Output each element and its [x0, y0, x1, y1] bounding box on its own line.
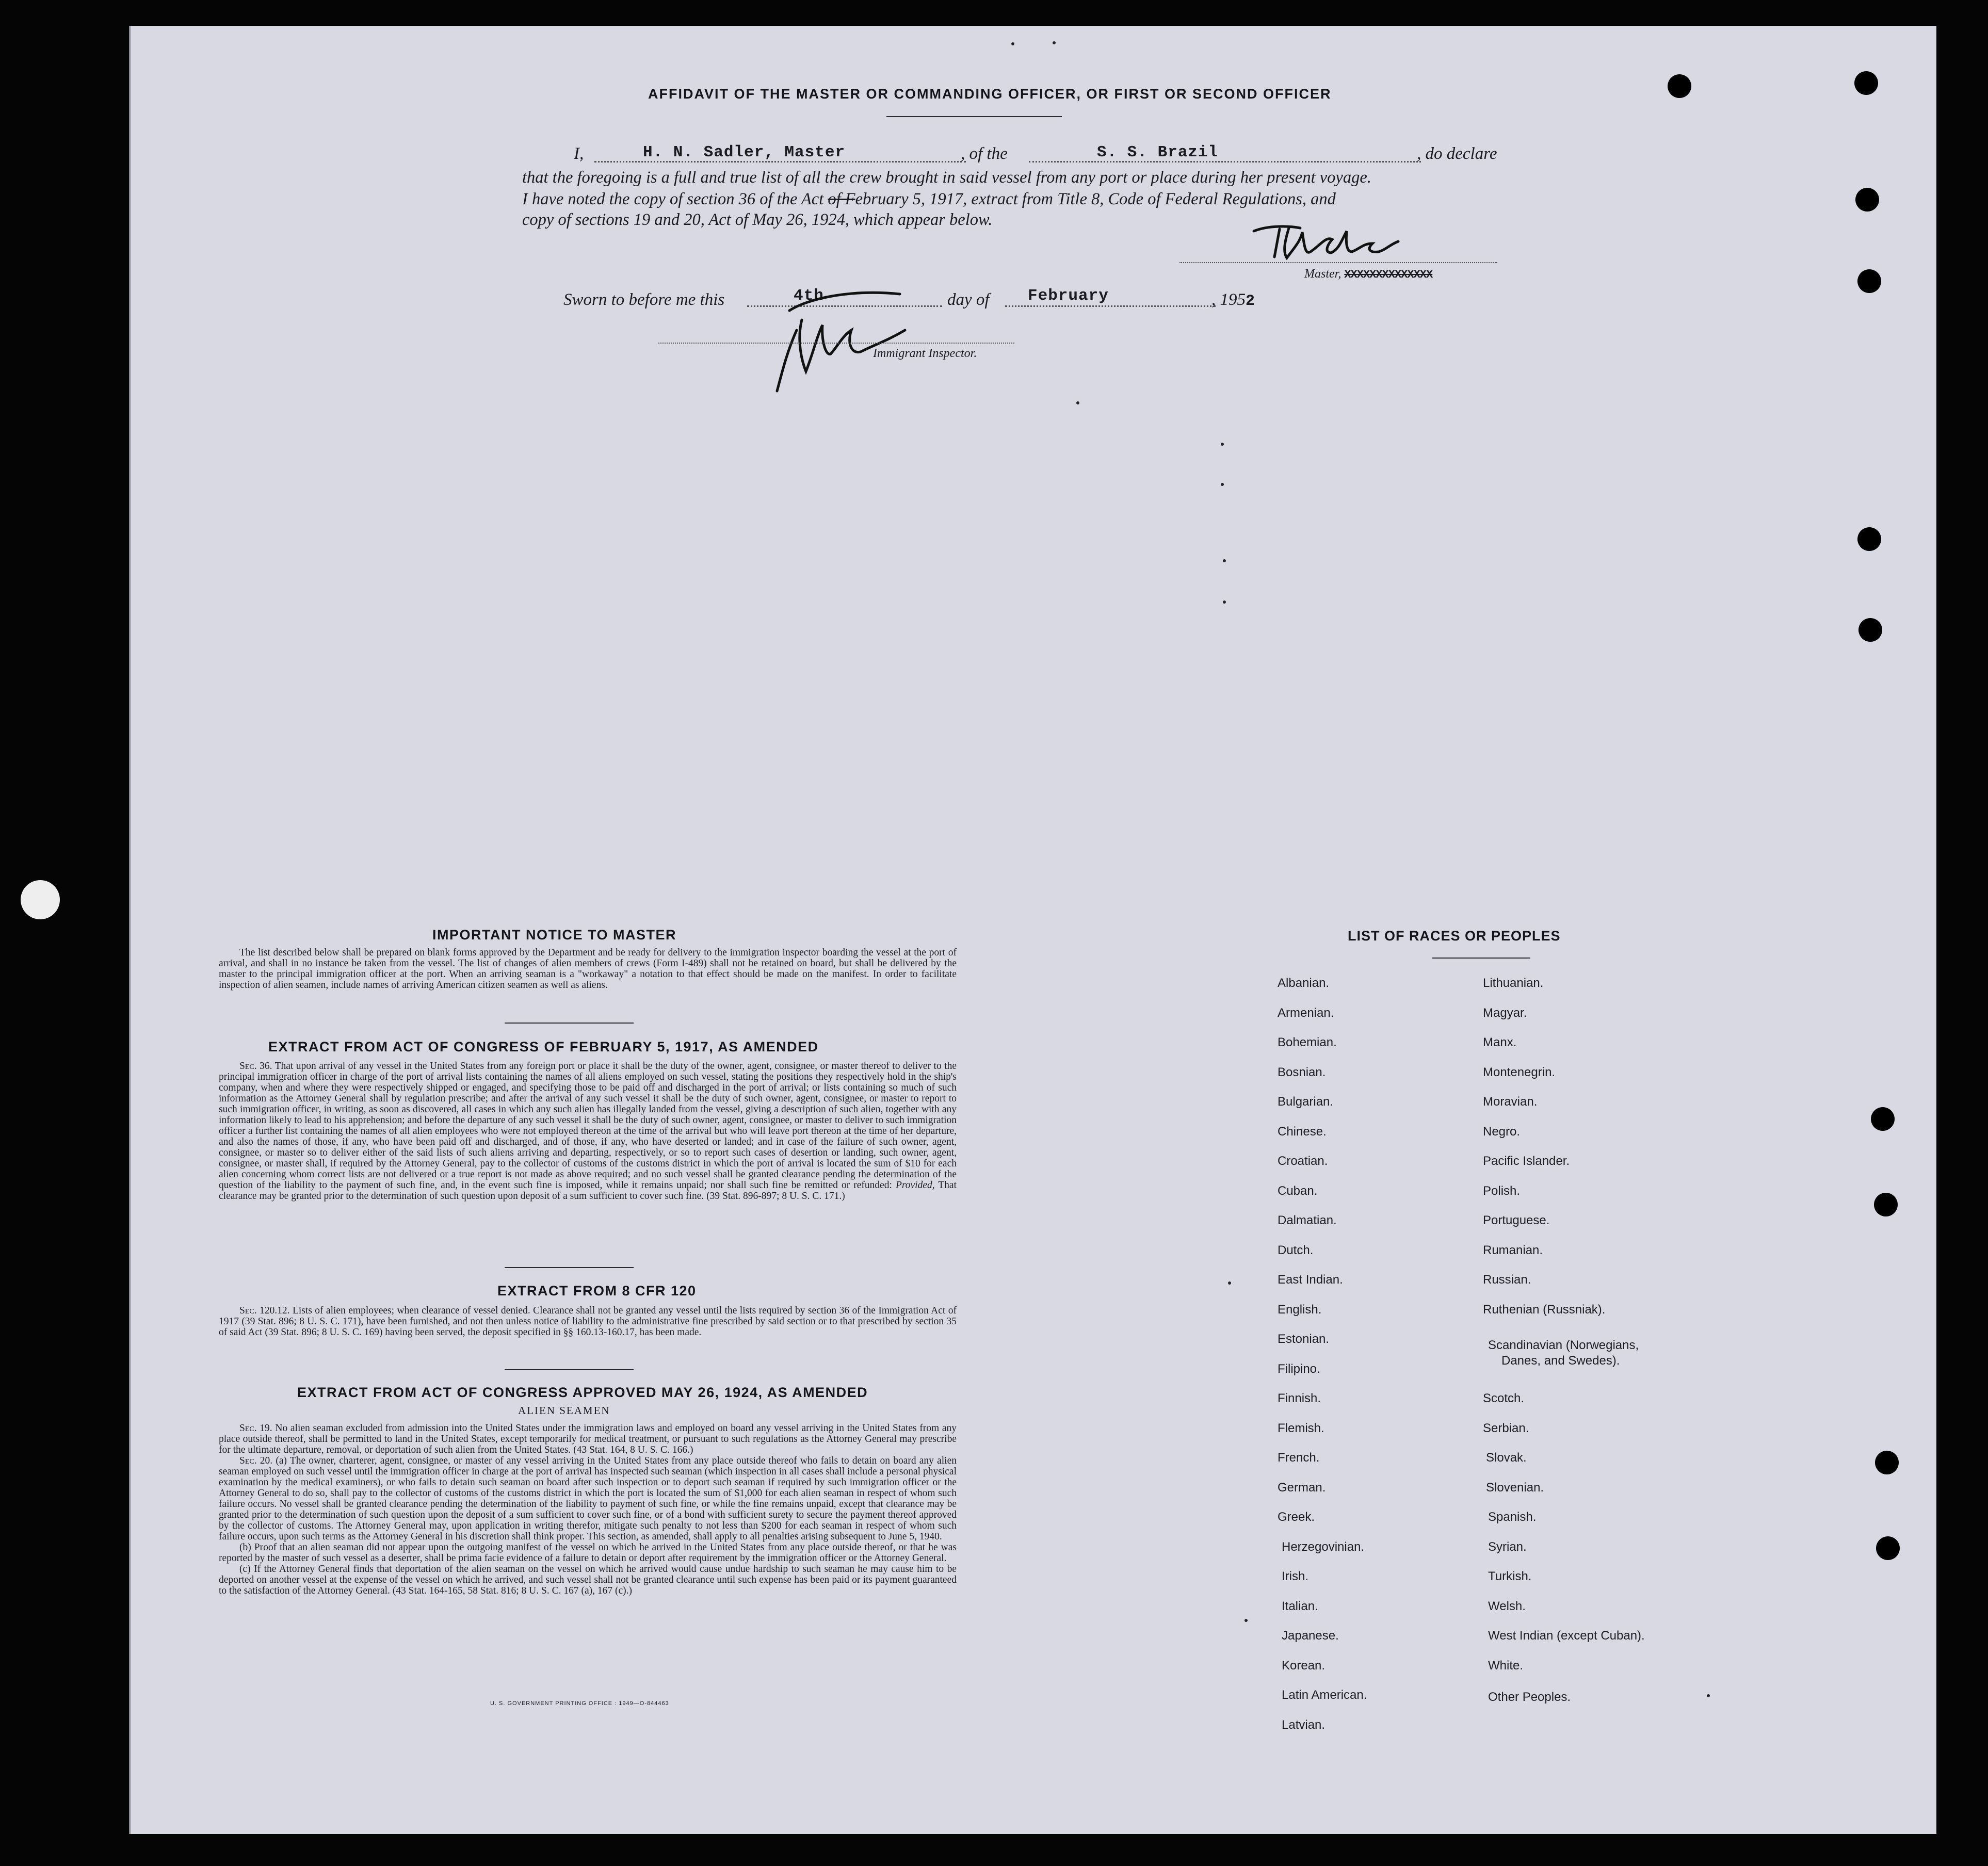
- race-right: Slovenian.: [1486, 1481, 1544, 1495]
- race-left: Dutch.: [1278, 1243, 1314, 1257]
- race-left: Dalmatian.: [1278, 1213, 1337, 1227]
- divider: [505, 1369, 634, 1370]
- race-right: Other Peoples.: [1488, 1690, 1571, 1704]
- sec120-label: Sec. 120.12.: [239, 1305, 290, 1316]
- inspector-line: [658, 343, 1014, 344]
- sec36-label: Sec. 36.: [239, 1061, 272, 1072]
- affidavit-title: AFFIDAVIT OF THE MASTER OR COMMANDING OFFICER, OR FIRST OR SECOND OFFICER: [648, 86, 1332, 102]
- master-label: [1304, 267, 1432, 281]
- race-left: Korean.: [1282, 1659, 1326, 1673]
- master-label-text: Master,: [1304, 267, 1342, 281]
- race-left: Albanian.: [1278, 976, 1330, 990]
- sworn-month: February: [1028, 287, 1109, 305]
- master-signature: [1249, 221, 1434, 262]
- race-left: Cuban.: [1278, 1184, 1318, 1198]
- race-right: Syrian.: [1488, 1540, 1527, 1554]
- affidavit-line-2: that the foregoing is a full and true list of all the crew brought in said vessel from any port or place during her present voyage.: [522, 168, 1371, 187]
- sec20b-paragraph: (b) Proof that an alien seaman did not appear upon the outgoing manifest of the vessel on which he arrived in the United States from any place outside thereof, or that he was reported by the master of such vessel as a deserter, shall be prima facie evidence of a failure to detain or deport after requirement by the immigration officer or the Attorney General.: [219, 1542, 957, 1564]
- divider: [505, 1023, 634, 1024]
- punch-hole: [1874, 1193, 1898, 1216]
- race-left: Finnish.: [1278, 1391, 1321, 1405]
- race-left: Latvian.: [1282, 1718, 1326, 1732]
- speck: [1053, 41, 1056, 44]
- sec19-paragraph: [219, 1423, 957, 1455]
- sworn-year: [1211, 290, 1255, 310]
- race-left: Latin American.: [1282, 1688, 1367, 1702]
- printer-imprint: U. S. GOVERNMENT PRINTING OFFICE : 1949—O-844463: [490, 1700, 669, 1707]
- proviso-text: That clearance may be granted prior to the determination of such question upon deposit of a sum sufficient to cover such fine. (39 Stat. 896-897; 8 U. S. C. 171.): [219, 1180, 957, 1202]
- punch-hole: [1857, 269, 1881, 293]
- punch-hole: [1876, 1536, 1900, 1560]
- extract-1917-text: [219, 1061, 957, 1202]
- race-right: White.: [1488, 1659, 1524, 1673]
- race-left: Flemish.: [1278, 1421, 1324, 1435]
- race-right: Manx.: [1483, 1035, 1517, 1049]
- vessel-name: S. S. Brazil: [1097, 143, 1219, 161]
- punch-hole: [1854, 71, 1878, 95]
- inspector-label: Immigrant Inspector.: [873, 347, 977, 360]
- race-left: Herzegovinian.: [1282, 1540, 1365, 1554]
- race-left: Italian.: [1282, 1599, 1318, 1613]
- race-left: German.: [1278, 1481, 1326, 1495]
- race-left: Estonian.: [1278, 1332, 1330, 1346]
- sec120-body: Lists of alien employees; when clearance of vessel denied. Clearance shall not be granted any vessel until the lists required by section 36 of the Immigration Act of 1917 (39 Stat. 896; 8 U. S. C. 171), have been furnished, and not then unless notice of liability to the administrative fine prescribed by said section or to that prescribed by section 35 of said Act (39 Stat. 896; 8 U. S. C. 169) having been served, the deposit specified in §§ 160.13-160.17, has been made.: [219, 1305, 957, 1338]
- struck-title: XXXXXXXXXXXXXX: [1344, 268, 1433, 281]
- race-left: French.: [1278, 1451, 1320, 1465]
- race-right: Slovak.: [1486, 1451, 1527, 1465]
- line3-start: I have noted the copy of section 36 of the Act: [522, 190, 824, 208]
- race-right: Scotch.: [1483, 1391, 1525, 1405]
- inspector-signature: [745, 279, 920, 397]
- sec19-body: No alien seaman excluded from admission into the United States under the immigration laws and employed on board any vessel arriving in the United States from any place outside thereof, shall be permitted to land in the United States, except temporarily for medical treatment, or pursuant to such regulations as the Attorney General may prescribe for the ultimate departure, removal, or deportation of such alien from the United States. (43 Stat. 164, 8 U. S. C. 166.): [219, 1423, 957, 1455]
- speck: [1223, 601, 1226, 604]
- race-left: Filipino.: [1278, 1362, 1320, 1376]
- races-title: LIST OF RACES OR PEOPLES: [1348, 928, 1561, 944]
- punch-hole: [1857, 527, 1881, 551]
- affidavit-line-4: copy of sections 19 and 20, Act of May 26, 1924, which appear below.: [522, 210, 993, 229]
- race-left: Greek.: [1278, 1510, 1315, 1524]
- race-right: Portuguese.: [1483, 1213, 1550, 1227]
- punch-hole: [1871, 1107, 1895, 1131]
- master-signature-line: [1179, 262, 1497, 263]
- sworn-before-text: Sworn to before me this: [563, 290, 725, 309]
- speck: [1221, 483, 1224, 486]
- punch-hole: [1875, 1451, 1899, 1474]
- race-left: Chinese.: [1278, 1125, 1327, 1139]
- year-suffix: 2: [1246, 293, 1255, 310]
- race-right: Turkish.: [1488, 1569, 1532, 1583]
- notice-title: IMPORTANT NOTICE TO MASTER: [432, 927, 676, 943]
- year-prefix: , 195: [1211, 290, 1246, 309]
- title-rule: [886, 116, 1062, 117]
- race-left: Bohemian.: [1278, 1035, 1337, 1049]
- race-right: Ruthenian (Russniak).: [1483, 1303, 1606, 1317]
- race-right: Magyar.: [1483, 1006, 1527, 1020]
- races-rule: [1432, 958, 1530, 959]
- sec20c-paragraph: (c) If the Attorney General finds that deportation of the alien seaman on the vessel on which he arrived would cause undue hardship to such seaman he may cause him to be deported on another vessel at the expense of the vessel on which he arrived, and such vessel shall not be granted clearance until such expense has been paid or its payment guaranteed to the satisfaction of the Attorney General. (43 Stat. 164-165, 58 Stat. 816; 8 U. S. C. 167 (a), 167 (c).): [219, 1564, 957, 1596]
- race-left: English.: [1278, 1303, 1322, 1317]
- extract-1924-title: EXTRACT FROM ACT OF CONGRESS APPROVED MAY 26, 1924, AS AMENDED: [297, 1385, 868, 1400]
- race-right: Russian.: [1483, 1273, 1531, 1287]
- sec19-label: Sec. 19.: [239, 1423, 272, 1434]
- of-the-text: , of the: [961, 144, 1008, 163]
- punch-hole: [1858, 618, 1882, 642]
- race-right: Spanish.: [1488, 1510, 1537, 1524]
- race-left: East Indian.: [1278, 1273, 1343, 1287]
- race-left: Irish.: [1282, 1569, 1309, 1583]
- extract-1924-text: [219, 1423, 957, 1596]
- punch-hole: [1668, 74, 1691, 98]
- race-right: West Indian (except Cuban).: [1488, 1629, 1645, 1643]
- race-right: Welsh.: [1488, 1599, 1526, 1613]
- race-left: Croatian.: [1278, 1154, 1328, 1168]
- sec20a-paragraph: [219, 1455, 957, 1542]
- alien-seamen-subtitle: ALIEN SEAMEN: [518, 1404, 610, 1417]
- race-left: Bosnian.: [1278, 1065, 1326, 1079]
- race-right: Negro.: [1483, 1125, 1521, 1139]
- speck: [1228, 1281, 1231, 1285]
- race-right: Pacific Islander.: [1483, 1154, 1570, 1168]
- line3-struck: of F: [828, 190, 855, 208]
- extract-cfr-title: EXTRACT FROM 8 CFR 120: [497, 1283, 697, 1299]
- master-name: H. N. Sadler, Master: [643, 143, 846, 161]
- sec20a-body: (a) The owner, charterer, agent, consignee, or master of any vessel arriving in the United States from any place outside thereof who fails to detain on board any alien seaman employed on such vessel until the immigration officer in charge at the port of arrival has inspected such seaman (which inspection in all cases shall include a personal physical examination by the medical examiners), or who fails to detain such seaman on board after such inspection or to deport such seaman if required by such immigration officer or the Attorney General to do so, shall pay to the collector of customs of the customs district in which the port is located the sum of $1,000 for each alien seaman in respect of whom such failure occurs. No vessel shall be granted clearance pending the determination of the liability to payment of such fine, or while the fine remains unpaid, except that clearance may be granted prior to the determination of such question upon the deposit of a sum sufficient to cover such fine, or of a bond with sufficient surety to secure the payment thereof approved by the collector of customs. The Attorney General may, upon application in writing therefor, mitigate such penalty to not less than $200 for each seaman in respect of whom such failure occurs, upon such terms as the Attorney General in his discretion shall think proper. This section, as amended, shall apply to all penalties arising subsequent to June 5, 1940.: [219, 1455, 957, 1542]
- edge-blot: [21, 880, 60, 919]
- sec20-label: Sec. 20.: [239, 1455, 273, 1466]
- speck: [1011, 42, 1014, 45]
- divider: [505, 1267, 634, 1268]
- speck: [1707, 1694, 1710, 1697]
- line3-end: ebruary 5, 1917, extract from Title 8, Code of Federal Regulations, and: [855, 190, 1336, 208]
- punch-hole: [1855, 188, 1879, 212]
- race-left: Japanese.: [1282, 1629, 1339, 1643]
- day-of-text: day of: [947, 290, 990, 309]
- race-right: Montenegrin.: [1483, 1065, 1556, 1079]
- race-left: Armenian.: [1278, 1006, 1334, 1020]
- speck: [1223, 559, 1226, 562]
- race-right: Scandinavian (Norwegians,: [1488, 1338, 1639, 1352]
- extract-1917-title: EXTRACT FROM ACT OF CONGRESS OF FEBRUARY 5, 1917, AS AMENDED: [268, 1039, 819, 1054]
- month-line: [1005, 305, 1216, 307]
- race-right: Polish.: [1483, 1184, 1521, 1198]
- notice-text: The list described below shall be prepared on blank forms approved by the Department and be ready for delivery to the immigration inspector boarding the vessel at the port of arrival, and shall in no instance be taken from the vessel. The list of changes of alien members of crews (Form I-489) shall not be retained on board, but shall be delivered by the master to the principal immigration officer at the port. When an arriving seaman is a "workaway" a notation to that effect should be made on the manifest. In order to facilitate inspection of alien seamen, include names of arriving American citizen seamen as well as aliens.: [219, 947, 957, 991]
- speck: [1076, 401, 1079, 404]
- affidavit-line-3: [522, 190, 1336, 209]
- sec36-body: That upon arrival of any vessel in the United States from any foreign port or place it shall be the duty of the owner, agent, consignee, or master thereof to deliver to the principal immigration officer in charge of the port of arrival lists containing the names of all aliens employed on such vessel, stating the positions they respectively hold in the ship's company, when and where they were respectively shipped or engaged, and specifying those to be paid off and discharged in the port of arrival; or lists containing so much of such information as the Attorney General shall by regulation prescribe; and after the arrival of any such vessel it shall be the duty of such owner, agent, consignee, or master to report to such immigration officer, in writing, as soon as discovered, all cases in which any such alien has illegally landed from the vessel, giving a description of such alien, together with any information likely to lead to his apprehension; and before the departure of any such vessel it shall be the duty of such owner, agent, consignee, or master to deliver to such immigration officer a further list containing the names of all alien employees who were not employed thereon at the time of the arrival but who will leave port thereon at the time of her departure, and also the names of those, if any, who have been paid off and discharged, and of those, if any, who have deserted or landed; and in case of the failure of such owner, agent, consignee, or master so to deliver either of the said lists of such aliens arriving and departing, respectively, or so to report such cases of desertion or landing, such owner, agent, consignee, or master shall, if required by the Attorney General, pay to the collector of customs of the customs district in which the port of arrival is located the sum of $10 for each alien concerning whom correct lists are not delivered or a true report is not made as above required; and no such vessel shall be granted clearance pending the determination of the question of the liability to the payment of such fine, and, in the event such fine is imposed, while it remains unpaid; nor shall such fine be remitted or refunded:: [219, 1061, 957, 1191]
- extract-cfr-text: [219, 1305, 957, 1338]
- speck: [1244, 1619, 1248, 1622]
- race-right: Lithuanian.: [1483, 976, 1544, 990]
- race-left: Bulgarian.: [1278, 1095, 1334, 1109]
- race-right: Danes, and Swedes).: [1501, 1354, 1620, 1368]
- race-right: Serbian.: [1483, 1421, 1529, 1435]
- race-right: Rumanian.: [1483, 1243, 1543, 1257]
- proviso-label: Provided,: [895, 1180, 935, 1191]
- do-declare-text: , do declare: [1417, 144, 1497, 163]
- speck: [1221, 443, 1224, 446]
- sworn-day: 4th: [794, 287, 824, 305]
- race-right: Moravian.: [1483, 1095, 1538, 1109]
- lead-in: I,: [574, 144, 584, 163]
- vessel-line: [1029, 161, 1421, 163]
